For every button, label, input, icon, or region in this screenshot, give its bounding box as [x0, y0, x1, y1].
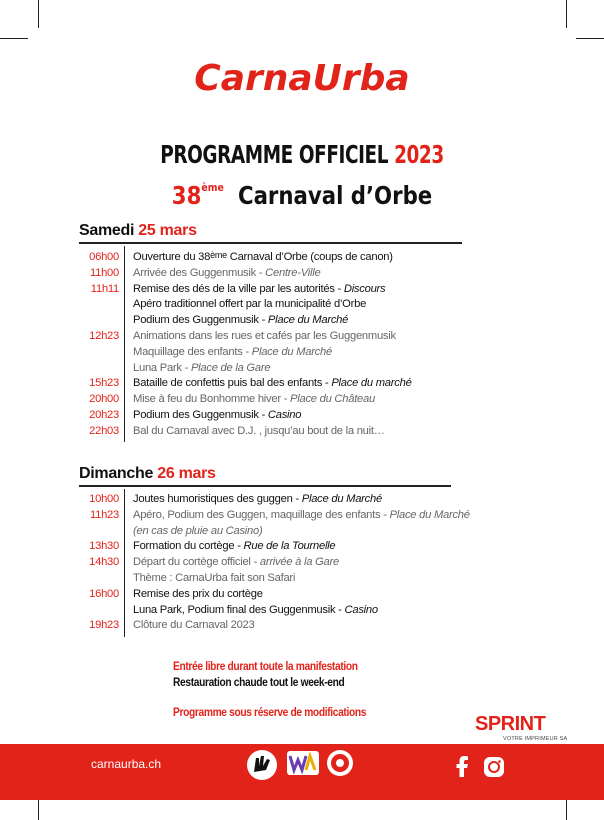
sprint-logo: SPRINT: [475, 713, 546, 735]
event-text: Podium des Guggenmusik -: [133, 314, 268, 327]
website-link[interactable]: carnaurba.ch: [91, 757, 162, 771]
free-entry-note: Entrée libre durant toute la manifestation: [173, 659, 358, 673]
event-text: Départ du cortège officiel -: [133, 556, 260, 569]
event-place: Place du Château: [290, 393, 375, 406]
event-time: 19h23: [89, 619, 119, 632]
event-description: [133, 507, 470, 523]
event-description: [133, 312, 348, 328]
crop-mark: [38, 0, 39, 28]
day-date: 26 mars: [157, 465, 216, 482]
event-time: 11h11: [90, 282, 119, 295]
event-description: [133, 375, 412, 391]
event-name: Carnaval d’Orbe: [237, 181, 433, 210]
event-text: Animations dans les rues et cafés par les Guggenmusik: [133, 330, 396, 342]
title-text: PROGRAMME OFFICIEL: [160, 140, 389, 169]
event-text: Bataille de confettis puis bal des enfants -: [133, 377, 332, 390]
event-place: Casino: [344, 603, 378, 616]
event-place: Place de la Gare: [190, 361, 271, 374]
page-title: [54, 140, 549, 169]
event-place: arrivée à la Gare: [259, 556, 339, 569]
edition-number: 38: [171, 181, 202, 210]
event-description: [133, 554, 339, 570]
event-description: [133, 344, 332, 360]
event-description: [133, 538, 335, 554]
event-description: [133, 617, 255, 633]
event-time: 22h03: [89, 424, 119, 437]
divider: [79, 485, 451, 487]
divider: [79, 242, 462, 244]
event-description: [133, 281, 385, 297]
food-note: Restauration chaude tout le week-end: [173, 675, 345, 689]
event-text: Remise des prix du cortège: [133, 587, 263, 600]
logo-text: CarnaUrba: [194, 58, 410, 99]
event-description: [133, 249, 393, 265]
event-text: Bal du Carnaval avec D.J. , jusqu’au bout de la nuit…: [133, 424, 385, 437]
crop-mark: [566, 0, 567, 28]
event-place: Place du Marché: [267, 314, 349, 327]
event-text: Remise des dés de la ville par les autorités -: [133, 282, 344, 295]
event-time: 20h00: [89, 393, 119, 406]
event-place: Casino: [267, 409, 302, 421]
event-time: 06h00: [89, 251, 119, 263]
event-description: [133, 423, 385, 439]
column-divider: [124, 489, 125, 637]
event-text: Thème : CarnaUrba fait son Safari: [133, 572, 296, 584]
event-text: Carnaval d’Orbe (coups de canon): [226, 251, 393, 263]
crop-mark: [576, 38, 604, 39]
event-time: 16h00: [89, 587, 119, 600]
day-name: Samedi: [79, 222, 135, 239]
day-date: 25 mars: [138, 222, 197, 239]
event-time: 11h00: [89, 266, 119, 279]
event-place: Place du Marché: [251, 345, 332, 358]
event-place: Place du marché: [331, 377, 412, 390]
event-text: Podium des Guggenmusik -: [133, 409, 268, 421]
day-heading-saturday: [79, 222, 197, 240]
event-place: (en cas de pluie au Casino): [133, 524, 263, 537]
event-description: [133, 360, 270, 376]
event-place: Rue de la Tournelle: [243, 540, 336, 553]
event-time: 20h23: [89, 409, 119, 421]
rotary-badge-logo: [326, 749, 354, 777]
edition-title: [45, 181, 558, 210]
day-heading-sunday: [79, 465, 216, 483]
carnaurba-logo: [194, 52, 410, 100]
event-description: [133, 407, 301, 423]
event-text: Maquillage des enfants -: [133, 345, 252, 358]
wa-logo: [285, 748, 321, 778]
event-text: Mise à feu du Bonhomme hiver -: [133, 393, 291, 406]
title-year: 2023: [394, 140, 444, 169]
crop-mark: [0, 38, 28, 39]
event-place: Place du Marché: [389, 508, 470, 521]
event-place: Discours: [343, 282, 386, 295]
event-text: Luna Park, Podium final des Guggenmusik -: [133, 603, 345, 616]
event-time: 14h30: [89, 556, 119, 569]
event-place: Centre-Ville: [265, 266, 321, 279]
event-description: [133, 328, 396, 344]
event-text: Ouverture du 38: [133, 251, 211, 263]
event-description: [133, 602, 378, 618]
instagram-icon[interactable]: [483, 756, 505, 778]
event-description: [133, 586, 263, 602]
event-description: [133, 523, 262, 539]
event-text: Arrivée des Guggenmusik -: [133, 266, 266, 279]
event-time: 10h00: [89, 493, 119, 505]
event-text: Apéro, Podium des Guggen, maquillage des enfants -: [133, 508, 390, 521]
event-description: [133, 391, 375, 407]
event-text: Apéro traditionnel offert par la municipalité d’Orbe: [133, 298, 367, 311]
ordinal-suffix: ème: [210, 250, 227, 260]
event-text: Luna Park -: [133, 361, 191, 374]
event-time: 13h30: [89, 540, 119, 553]
event-text: Joutes humoristiques des guggen -: [133, 493, 302, 505]
column-divider: [124, 246, 125, 442]
event-place: Place du Marché: [301, 493, 382, 505]
day-name: Dimanche: [79, 465, 154, 482]
event-text: Formation du cortège -: [133, 540, 244, 553]
event-description: [133, 491, 382, 507]
event-time: 12h23: [89, 330, 119, 342]
event-description: [133, 265, 320, 281]
sprint-tagline: VOTRE IMPRIMEUR SA: [503, 736, 568, 742]
event-description: [133, 570, 295, 586]
disclaimer-note: Programme sous réserve de modifications: [173, 705, 367, 719]
edition-suffix: ème: [201, 181, 224, 194]
event-time: 11h23: [89, 508, 119, 521]
event-time: 15h23: [89, 377, 119, 390]
event-text: Clôture du Carnaval 2023: [133, 619, 255, 632]
guggen-hand-logo: [244, 748, 280, 782]
facebook-icon[interactable]: [453, 756, 471, 778]
event-description: [133, 296, 366, 312]
